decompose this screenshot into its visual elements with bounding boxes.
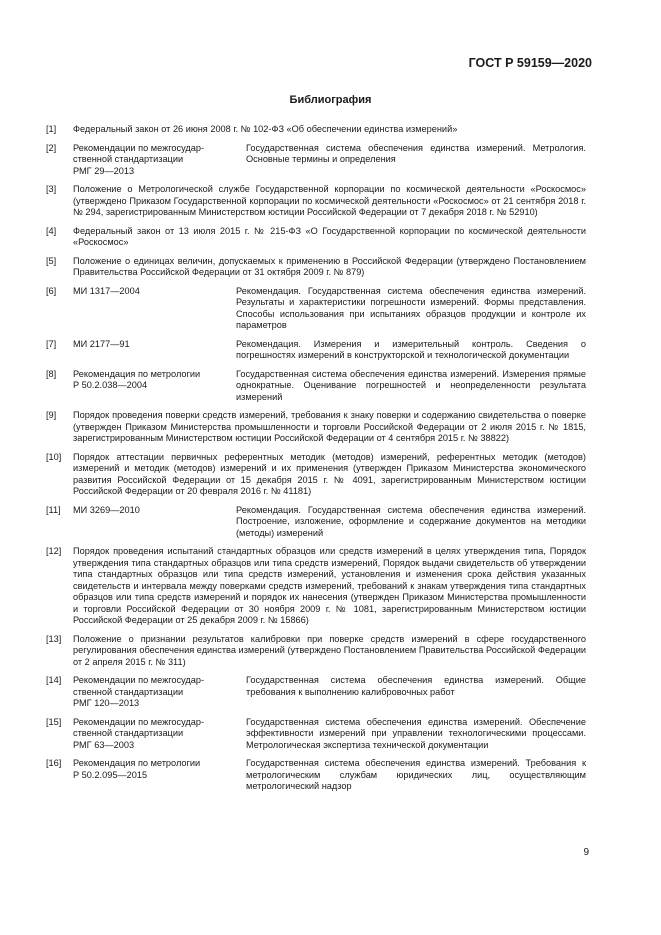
bibliography-entry xyxy=(46,546,586,627)
entry-document-reference: Рекомендации по межгосудар- ственной стандартизации РМГ 63—2003 xyxy=(73,716,205,750)
entry-document-title: Рекомендация. Измерения и измерительный контроль. Сведения о погрешностях измерений в конструкторской и технологической документации xyxy=(236,338,586,360)
entry-number: [6] xyxy=(46,285,57,296)
entry-document-reference: Рекомендация по метрологии Р 50.2.095—2015 xyxy=(73,758,201,780)
entry-document-reference: МИ 1317—2004 xyxy=(73,285,140,296)
entry-document-reference: Рекомендации по межгосудар- ственной стандартизации РМГ 29—2013 xyxy=(73,142,205,176)
page-number: 9 xyxy=(583,847,589,858)
bibliography-entry xyxy=(46,452,586,498)
entry-text: Порядок проведения испытаний стандартных образцов или средств измерений в целях утверждения типа, Порядок утверждения типа стандартных образцов или типа средств измерений, Порядок выдачи свидетельств об утверждении типа стандартных образцов или типа средств измерений, установления и изменения срока действия указанных свидетельств и интервала между поверками средств измерений, требований к знакам утверждения типа стандартных образцов или типа средств измерений и порядок их нанесения (утвержден Приказом Министерства промышленности и торговли Российской Федерации от 30 ноября 2009 г. № 1081, зарегистрированным Министерством юстиции Российской Федерации от 25 декабря 2009 г. № 15866) xyxy=(73,546,586,625)
bibliography-entry xyxy=(46,675,586,710)
entry-text: Федеральный закон от 26 июня 2008 г. № 102-ФЗ «Об обеспечении единства измерений» xyxy=(73,124,458,134)
bibliography-entry xyxy=(46,369,586,404)
entry-number: [8] xyxy=(46,368,57,379)
entry-document-reference: Рекомендация по метрологии Р 50.2.038—2004 xyxy=(73,368,201,390)
bibliography-entry xyxy=(46,143,586,178)
entry-document-title: Государственная система обеспечения единства измерений. Измерения прямые однократные. Оценивание погрешностей и неопределенности результата измерений xyxy=(236,368,586,402)
standard-number: ГОСТ Р 59159—2020 xyxy=(468,56,592,70)
entry-number: [15] xyxy=(46,716,62,727)
entry-number: [12] xyxy=(46,546,62,556)
bibliography-entry xyxy=(46,505,586,540)
entry-number: [3] xyxy=(46,184,57,194)
entry-number: [14] xyxy=(46,675,62,685)
entry-document-title: Государственная система обеспечения единства измерений. Требования к метрологическим службам юридических лиц, осуществляющим метрологический надзор xyxy=(246,758,586,791)
entry-document-title: Государственная система обеспечения единства измерений. Метрология. Основные термины и определения xyxy=(246,142,586,164)
entry-document-title: Государственная система обеспечения единства измерений. Общие требования к выполнению калибровочных работ xyxy=(246,675,586,697)
bibliography-entry xyxy=(46,184,586,219)
bibliography-entry xyxy=(46,758,586,793)
page-title: Библиография xyxy=(289,94,372,106)
bibliography-entry xyxy=(46,634,586,669)
entry-text: Порядок аттестации первичных референтных методик (методов) измерений, референтных методик (методов) измерений и методик (методов) измерений и их применения (утвержден Приказом Министерства экономического развития Российской Федерации от 15 декабря 2015 г. № 4091, зарегистрированным Министерством юстиции Российской Федерации от 20 февраля 2016 г. № 41181) xyxy=(73,451,586,496)
entry-text: Положение о единицах величин, допускаемых к применению в Российской Федерации (утверждено Постановлением Правительства Российской Федерации от 31 октября 2009 г. № 879) xyxy=(73,255,586,277)
entry-document-title: Рекомендация. Государственная система обеспечения единства измерений. Результаты и характеристики погрешности измерений. Формы представления. Способы использования при испытаниях образцов продукции и контроле их параметров xyxy=(236,285,586,330)
bibliography-list xyxy=(46,124,586,800)
entry-number: [9] xyxy=(46,410,57,420)
bibliography-entry xyxy=(46,226,586,249)
entry-number: [10] xyxy=(46,451,62,462)
bibliography-entry xyxy=(46,717,586,752)
entry-text: Положение о признании результатов калибровки при поверке средств измерений в сфере государственного регулирования обеспечения единства измерений (утверждено Постановлением Правительства Российской Федерации от 2 апреля 2015 г. № 311) xyxy=(73,633,586,667)
entry-number: [13] xyxy=(46,633,62,644)
entry-document-reference: МИ 3269—2010 xyxy=(73,504,140,515)
entry-number: [16] xyxy=(46,758,62,768)
entry-text: Федеральный закон от 13 июля 2015 г. № 215-ФЗ «О Государственной корпорации по космической деятельности «Роскосмос» xyxy=(73,225,586,247)
bibliography-entry xyxy=(46,410,586,445)
entry-text: Положение о Метрологической службе Государственной корпорации по космической деятельности «Роскосмос» (утверждено Приказом Государственной корпорации по космической деятельности «Роскосмос» от 21 сентября 2018 г. № 294, зарегистрированным Министерством юстиции Российской Федерации от 7 декабря 2018 г. № 52910) xyxy=(73,184,586,217)
bibliography-entry xyxy=(46,256,586,279)
entry-number: [4] xyxy=(46,225,57,236)
entry-number: [2] xyxy=(46,142,57,153)
entry-number: [1] xyxy=(46,124,57,134)
entry-document-reference: Рекомендации по межгосудар- ственной стандартизации РМГ 120—2013 xyxy=(73,675,205,708)
entry-number: [5] xyxy=(46,255,57,266)
entry-number: [7] xyxy=(46,338,57,349)
entry-text: Порядок проведения поверки средств измерений, требования к знаку поверки и содержанию свидетельства о поверке (утвержден Приказом Министерства промышленности и торговли Российской Федерации от 2 июля 2015 г. № 1815, зарегистрированным Министерством юстиции Российской Федерации от 4 сентября 2015 г. № 38822) xyxy=(73,410,586,443)
entry-document-title: Государственная система обеспечения единства измерений. Обеспечение эффективности измерений при управлении технологическими процессами. Метрологическая экспертиза технической документации xyxy=(246,716,586,750)
bibliography-entry xyxy=(46,339,586,362)
entry-document-title: Рекомендация. Государственная система обеспечения единства измерений. Построение, изложение, оформление и содержание документов на методики (методы) измерений xyxy=(236,504,586,538)
bibliography-entry xyxy=(46,286,586,332)
entry-number: [11] xyxy=(46,504,61,515)
bibliography-entry xyxy=(46,124,586,136)
entry-document-reference: МИ 2177—91 xyxy=(73,338,130,349)
